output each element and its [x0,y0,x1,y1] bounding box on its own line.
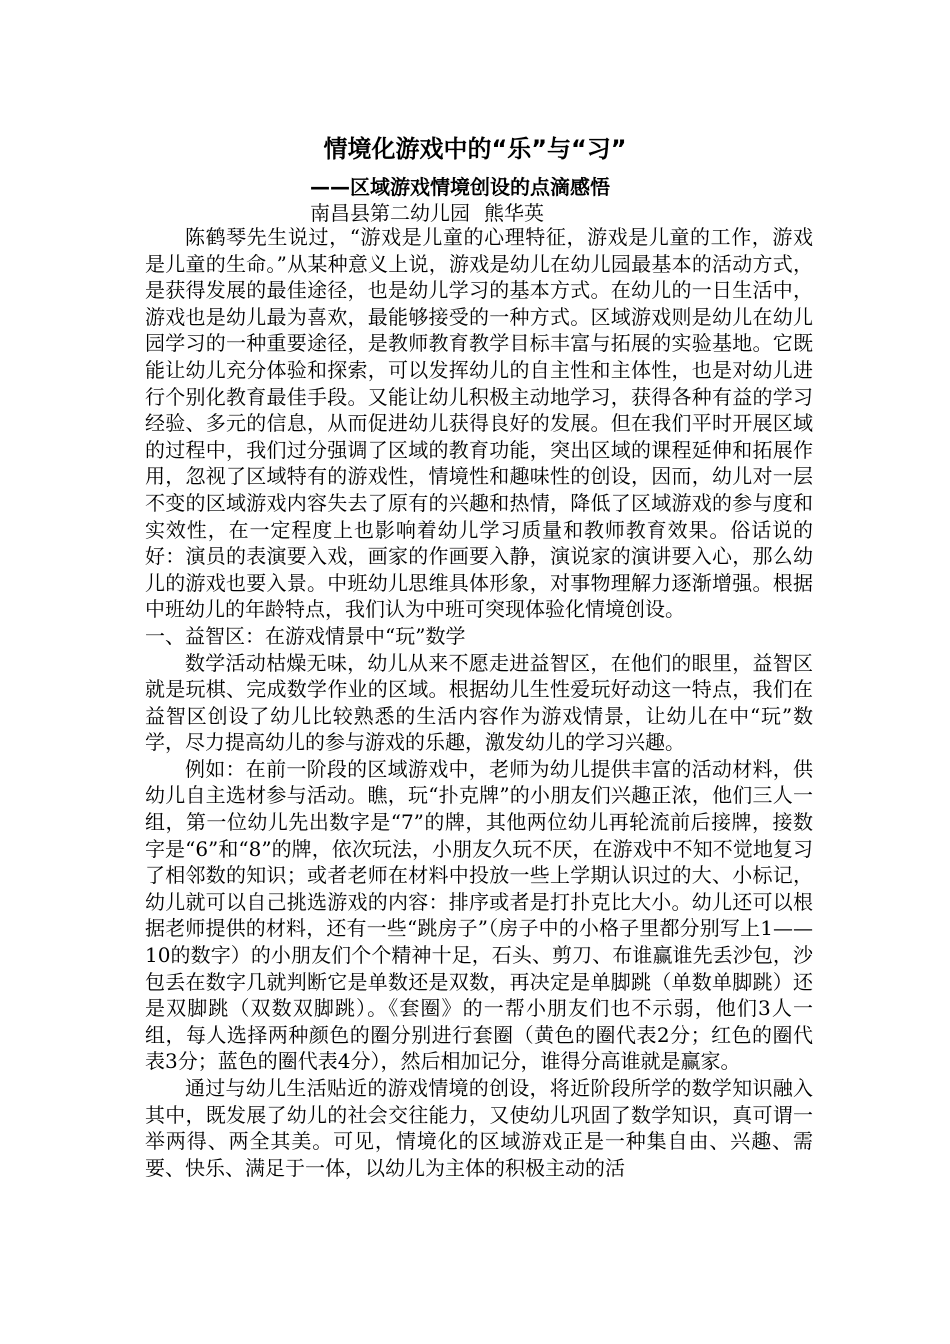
document-title: 情境化游戏中的“乐”与“习” [323,135,627,163]
paragraph-example: 例如：在前一阶段的区域游戏中，老师为幼儿提供丰富的活动材料，供幼儿自主选材参与活动。瞧，玩“扑克牌”的小朋友们兴趣正浓，他们三人一组，第一位幼儿先出数字是“7”的牌，其他两位幼儿再轮流前后接牌，接数字是“6”和“8”的牌，依次玩法，小朋友久玩不厌，在游戏中不知不觉地复习了相邻数的知识；或者老师在材料中投放一些上学期认识过的大、小标记，幼儿就可以自己挑选游戏的内容：排序或者是打扑克比大小。幼儿还可以根据老师提供的材料，还有一些“跳房子”（房子中的小格子里都分别写上1——10的数字）的小朋友们个个精神十足，石头、剪刀、布谁赢谁先丢沙包，沙包丢在数字几就判断它是单数还是双数，再决定是单脚跳（单数单脚跳）还是双脚跳（双数双脚跳）。《套圈》的一帮小朋友们也不示弱，他们3人一组，每人选择两种颜色的圈分别进行套圈（黄色的圈代表2分；红色的圈代表3分；蓝色的圈代表4分），然后相加记分，谁得分高谁就是赢家。 [145,756,813,1074]
author-organization: 南昌县第二幼儿园 [310,201,470,225]
paragraph-intro: 陈鹤琴先生说过，“游戏是儿童的心理特征，游戏是儿童的工作，游戏是儿童的生命。”从某种意义上说，游戏是幼儿在幼儿园最基本的活动方式，是获得发展的最佳途径，也是幼儿学习的基本方式。在幼儿的一日生活中，游戏也是幼儿最为喜欢，最能够接受的一种方式。区域游戏则是幼儿在幼儿园学习的一种重要途径，是教师教育教学目标丰富与拓展的实验基地。它既能让幼儿充分体验和探索，可以发挥幼儿的自主性和主体性，也是对幼儿进行个别化教育最佳手段。又能让幼儿积极主动地学习，获得各种有益的学习经验、多元的信息，从而促进幼儿获得良好的发展。但在我们平时开展区域的过程中，我们过分强调了区域的教育功能，突出区域的课程延伸和拓展作用，忽视了区域特有的游戏性，情境性和趣味性的创设，因而，幼儿对一层不变的区域游戏内容失去了原有的兴趣和热情，降低了区域游戏的参与度和实效性，在一定程度上也影响着幼儿学习质量和教师教育效果。俗话说的好：演员的表演要入戏，画家的作画要入静，演说家的演讲要入心，那么幼儿的游戏也要入景。中班幼儿思维具体形象，对事物理解力逐渐增强。根据中班幼儿的年龄特点，我们认为中班可突现体验化情境创设。 [145,225,813,622]
author-name: 熊华英 [484,201,544,225]
document-subtitle: ——区域游戏情境创设的点滴感悟 [310,175,610,199]
paragraph: 数学活动枯燥无味，幼儿从来不愿走进益智区，在他们的眼里，益智区就是玩棋、完成数学作业的区域。根据幼儿生性爱玩好动这一特点，我们在益智区创设了幼儿比较熟悉的生活内容作为游戏情景，让幼儿在中“玩”数学，尽力提高幼儿的参与游戏的乐趣，激发幼儿的学习兴趣。 [145,650,813,755]
document-body [145,224,813,1181]
author-line [310,200,544,226]
section-heading: 一、益智区：在游戏情景中“玩”数学 [145,623,466,648]
paragraph: 通过与幼儿生活贴近的游戏情境的创设，将近阶段所学的数学知识融入其中，既发展了幼儿的社会交往能力，又使幼儿巩固了数学知识，真可谓一举两得、两全其美。可见，情境化的区域游戏正是一种集自由、兴趣、需要、快乐、满足于一体，以幼儿为主体的积极主动的活 [145,1076,813,1180]
